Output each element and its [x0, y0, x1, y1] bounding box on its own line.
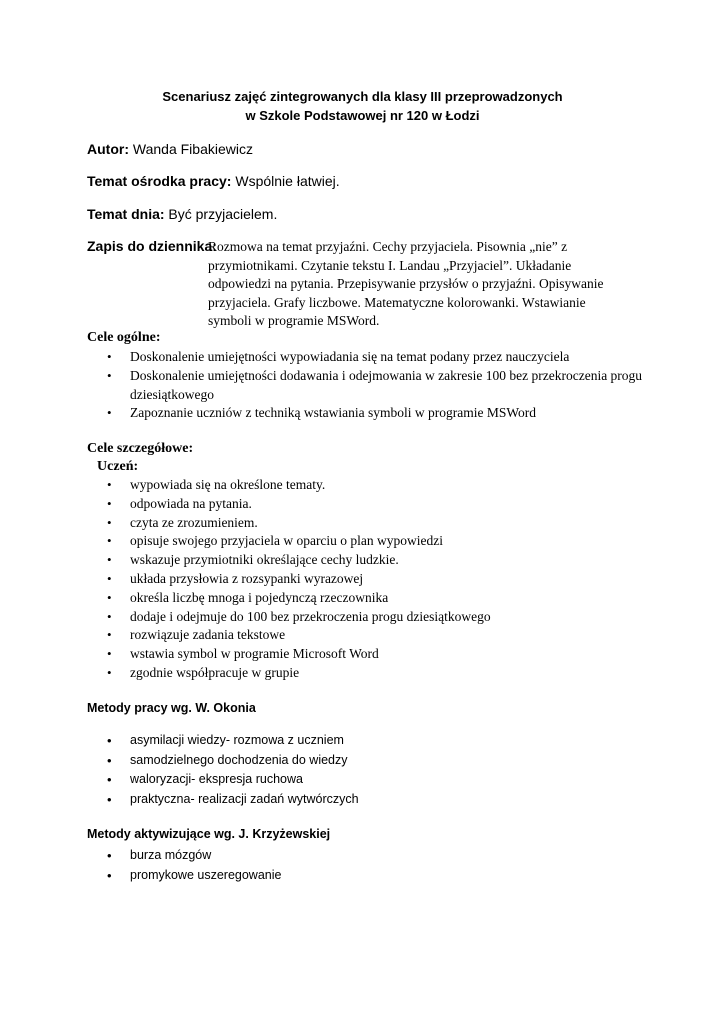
list-item: • wskazuje przymiotniki określające cechy ludzkie. [87, 551, 647, 570]
list-item: • Doskonalenie umiejętności dodawania i odejmowania w zakresie 100 bez przekroczenia progu dziesiątkowego [107, 367, 643, 402]
zapis-label: Zapis do dziennika: [87, 238, 217, 254]
temat-osrodka-label: Temat ośrodka pracy: [87, 173, 232, 189]
metody-pracy-heading: Metody pracy wg. W. Okonia [87, 701, 256, 715]
list-item: • dodaje i odejmuje do 100 bez przekroczenia progu dziesiątkowego [87, 608, 647, 627]
cele-ogolne-heading: Cele ogólne: [87, 330, 161, 345]
list-item: • burza mózgów [87, 846, 647, 866]
temat-dnia-line [87, 206, 277, 222]
bullet-icon: • [107, 570, 112, 586]
bullet-icon: • [107, 791, 112, 807]
bullet-icon: • [107, 627, 112, 643]
bullet-icon: • [107, 495, 112, 511]
list-item: • wypowiada się na określone tematy. [87, 476, 647, 495]
bullet-icon: • [107, 848, 112, 863]
list-item: • promykowe uszeregowanie [87, 866, 647, 886]
temat-dnia-label: Temat dnia: [87, 206, 165, 222]
list-item: • Doskonalenie umiejętności wypowiadania się na temat podany przez nauczyciela [87, 348, 647, 367]
list-item: • czyta ze zrozumieniem. [87, 514, 647, 533]
metody-aktywizujace-heading: Metody aktywizujące wg. J. Krzyżewskiej [87, 827, 331, 841]
list-item: • wstawia symbol w programie Microsoft Word [87, 645, 647, 664]
autor-label: Autor: [87, 141, 129, 157]
list-item: • opisuje swojego przyjaciela w oparciu o plan wypowiedzi [87, 532, 647, 551]
temat-dnia-value: Być przyjacielem. [164, 206, 278, 222]
bullet-icon: • [107, 608, 112, 624]
cele-ogolne-list [87, 348, 647, 423]
bullet-icon: • [107, 589, 112, 605]
document-title-line-1: Scenariusz zajęć zintegrowanych dla klasy III przeprowadzonych [162, 89, 563, 104]
zapis-text: Rozmowa na temat przyjaźni. Cechy przyjaciela. Pisownia „nie” z przymiotnikami. Czytanie tekstu I. Landau „Przyjaciel”. Układanie odpowiedzi na pytania. Przepisywanie przysłów o przyjaźni. Opisywanie przyjaciela. Grafy liczbowe. Matematyczne kolorowanki. Wstawianie symboli w programie MSWord. [208, 239, 604, 329]
list-item: • określa liczbę mnoga i pojedynczą rzeczownika [87, 589, 647, 608]
metody-aktywizujace-list [87, 846, 647, 885]
autor-value: Wanda Fibakiewicz [129, 141, 253, 157]
bullet-icon: • [107, 552, 112, 568]
bullet-icon: • [107, 533, 112, 549]
bullet-icon: • [107, 349, 112, 364]
bullet-icon: • [107, 733, 112, 748]
bullet-icon: • [107, 867, 112, 883]
document-title-line-2: w Szkole Podstawowej nr 120 w Łodzi [245, 108, 480, 123]
list-item: • asymilacji wiedzy- rozmowa z uczniem [87, 731, 647, 751]
bullet-icon: • [107, 514, 112, 530]
cele-szczegolowe-list [87, 476, 647, 683]
bullet-icon: • [107, 646, 112, 662]
bullet-icon: • [107, 664, 112, 680]
bullet-icon: • [107, 405, 112, 421]
list-item: • samodzielnego dochodzenia do wiedzy [87, 751, 647, 771]
list-item: • odpowiada na pytania. [87, 495, 647, 514]
bullet-icon: • [107, 477, 112, 492]
list-item: • praktyczna- realizacji zadań wytwórczych [87, 790, 647, 810]
temat-osrodka-value: Wspólnie łatwiej. [231, 173, 340, 189]
bullet-icon: • [107, 367, 112, 383]
list-item: • rozwiązuje zadania tekstowe [87, 626, 647, 645]
bullet-icon: • [107, 772, 112, 787]
temat-osrodka-line [87, 173, 340, 189]
uczen-subheading: Uczeń: [97, 459, 139, 474]
metody-pracy-list [87, 731, 647, 809]
list-item: • układa przysłowia z rozsypanki wyrazowej [87, 570, 647, 589]
bullet-icon: • [107, 752, 112, 768]
list-item: • Zapoznanie uczniów z techniką wstawiania symboli w programie MSWord [87, 404, 647, 423]
list-item: • zgodnie współpracuje w grupie [87, 664, 647, 683]
autor-line [87, 141, 253, 157]
list-item: • waloryzacji- ekspresja ruchowa [87, 770, 647, 790]
cele-szczegolowe-heading: Cele szczegółowe: [87, 441, 194, 456]
